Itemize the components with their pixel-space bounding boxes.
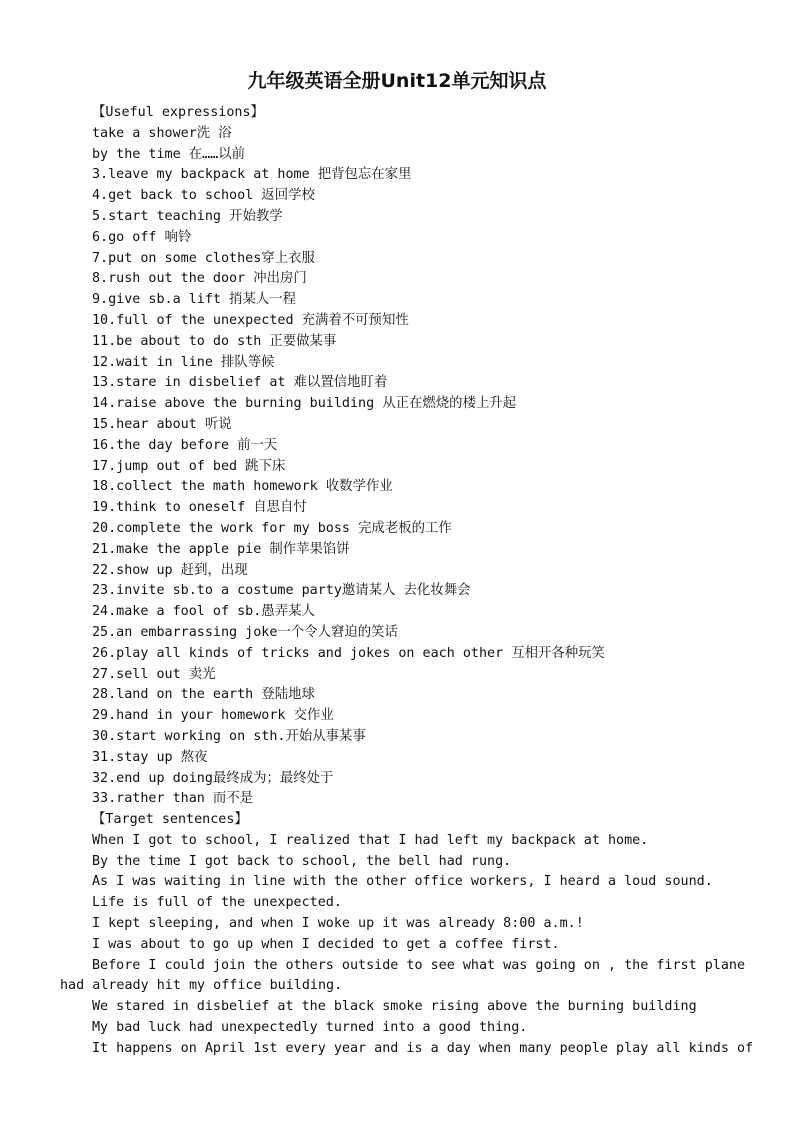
expression-item: 3.leave my backpack at home 把背包忘在家里	[92, 167, 412, 183]
sentence-item: It happens on April 1st every year and is a day when many people play all kinds of	[92, 1040, 754, 1056]
expression-item: 9.give sb.a lift 捎某人一程	[92, 292, 297, 308]
expression-item: 22.show up 赶到，出现	[92, 562, 248, 578]
expression-item: 24.make a fool of sb.愚弄某人	[92, 604, 315, 620]
page-title: 九年级英语全册Unit12单元知识点	[247, 70, 547, 92]
expression-item: 12.wait in line 排队等候	[92, 354, 275, 370]
sentence-item: By the time I got back to school, the bell had rung.	[92, 853, 512, 869]
sentence-item: I was about to go up when I decided to get a coffee first.	[92, 936, 560, 952]
expression-item: 30.start working on sth.开始从事某事	[92, 728, 366, 744]
sentence-item: When I got to school, I realized that I had left my backpack at home.	[92, 832, 649, 848]
content-body	[60, 103, 754, 1060]
sentence-item-long-first: Before I could join the others outside to see what was going on , the first plane	[92, 957, 746, 973]
expression-item: 16.the day before 前一天	[92, 437, 278, 453]
expression-item: 10.full of the unexpected 充满着不可预知性	[92, 312, 409, 328]
expression-item: 6.go off 响铃	[92, 229, 192, 245]
expression-item: 26.play all kinds of tricks and jokes on each other 互相开各种玩笑	[92, 645, 605, 661]
expression-item: 29.hand in your homework 交作业	[92, 708, 334, 724]
expression-item: 18.collect the math homework 收数学作业	[92, 479, 393, 495]
target-sentences-heading: 【Target sentences】	[92, 812, 248, 828]
expression-item: 13.stare in disbelief at 难以置信地盯着	[92, 375, 388, 391]
expression-item: 21.make the apple pie 制作苹果馅饼	[92, 541, 350, 557]
expression-item: 31.stay up 熬夜	[92, 749, 208, 765]
expression-item: 15.hear about 听说	[92, 416, 232, 432]
sentence-item: Life is full of the unexpected.	[92, 895, 342, 911]
expression-item: take a shower洗 浴	[92, 125, 232, 141]
sentence-item: As I was waiting in line with the other office workers, I heard a loud sound.	[92, 874, 713, 890]
expression-item: 28.land on the earth 登陆地球	[92, 687, 315, 703]
expression-item: 8.rush out the door 冲出房门	[92, 271, 307, 287]
expressions-list	[60, 124, 750, 810]
sentence-item: My bad luck had unexpectedly turned into a good thing.	[92, 1020, 528, 1036]
expression-item: 20.complete the work for my boss 完成老板的工作	[92, 520, 452, 536]
expression-item: 19.think to oneself 自思自忖	[92, 500, 307, 516]
expression-item: 14.raise above the burning building 从正在燃烧的楼上升起	[92, 396, 517, 412]
sentence-item-long-rest: had already hit my office building.	[60, 978, 343, 994]
sentence-item: I kept sleeping, and when I woke up it was already 8:00 a.m.!	[92, 916, 584, 932]
sentence-item: We stared in disbelief at the black smoke rising above the burning building	[92, 999, 697, 1015]
expression-item: 11.be about to do sth 正要做某事	[92, 333, 337, 349]
expression-item: 7.put on some clothes穿上衣服	[92, 250, 315, 266]
expression-item: 33.rather than 而不是	[92, 791, 254, 807]
expression-item: 23.invite sb.to a costume party邀请某人 去化妆舞会	[92, 583, 471, 599]
sentences-list	[60, 831, 754, 1060]
expression-item: 32.end up doing最终成为；最终处于	[92, 770, 334, 786]
expression-item: 17.jump out of bed 跳下床	[92, 458, 286, 474]
expression-item: 27.sell out 卖光	[92, 666, 216, 682]
expression-item: 4.get back to school 返回学校	[92, 188, 315, 204]
expression-item: 5.start teaching 开始教学	[92, 208, 283, 224]
expression-item: 25.an embarrassing joke一个令人窘迫的笑话	[92, 624, 398, 640]
expression-item: by the time 在……以前	[92, 146, 246, 162]
useful-expressions-heading: 【Useful expressions】	[92, 105, 264, 120]
